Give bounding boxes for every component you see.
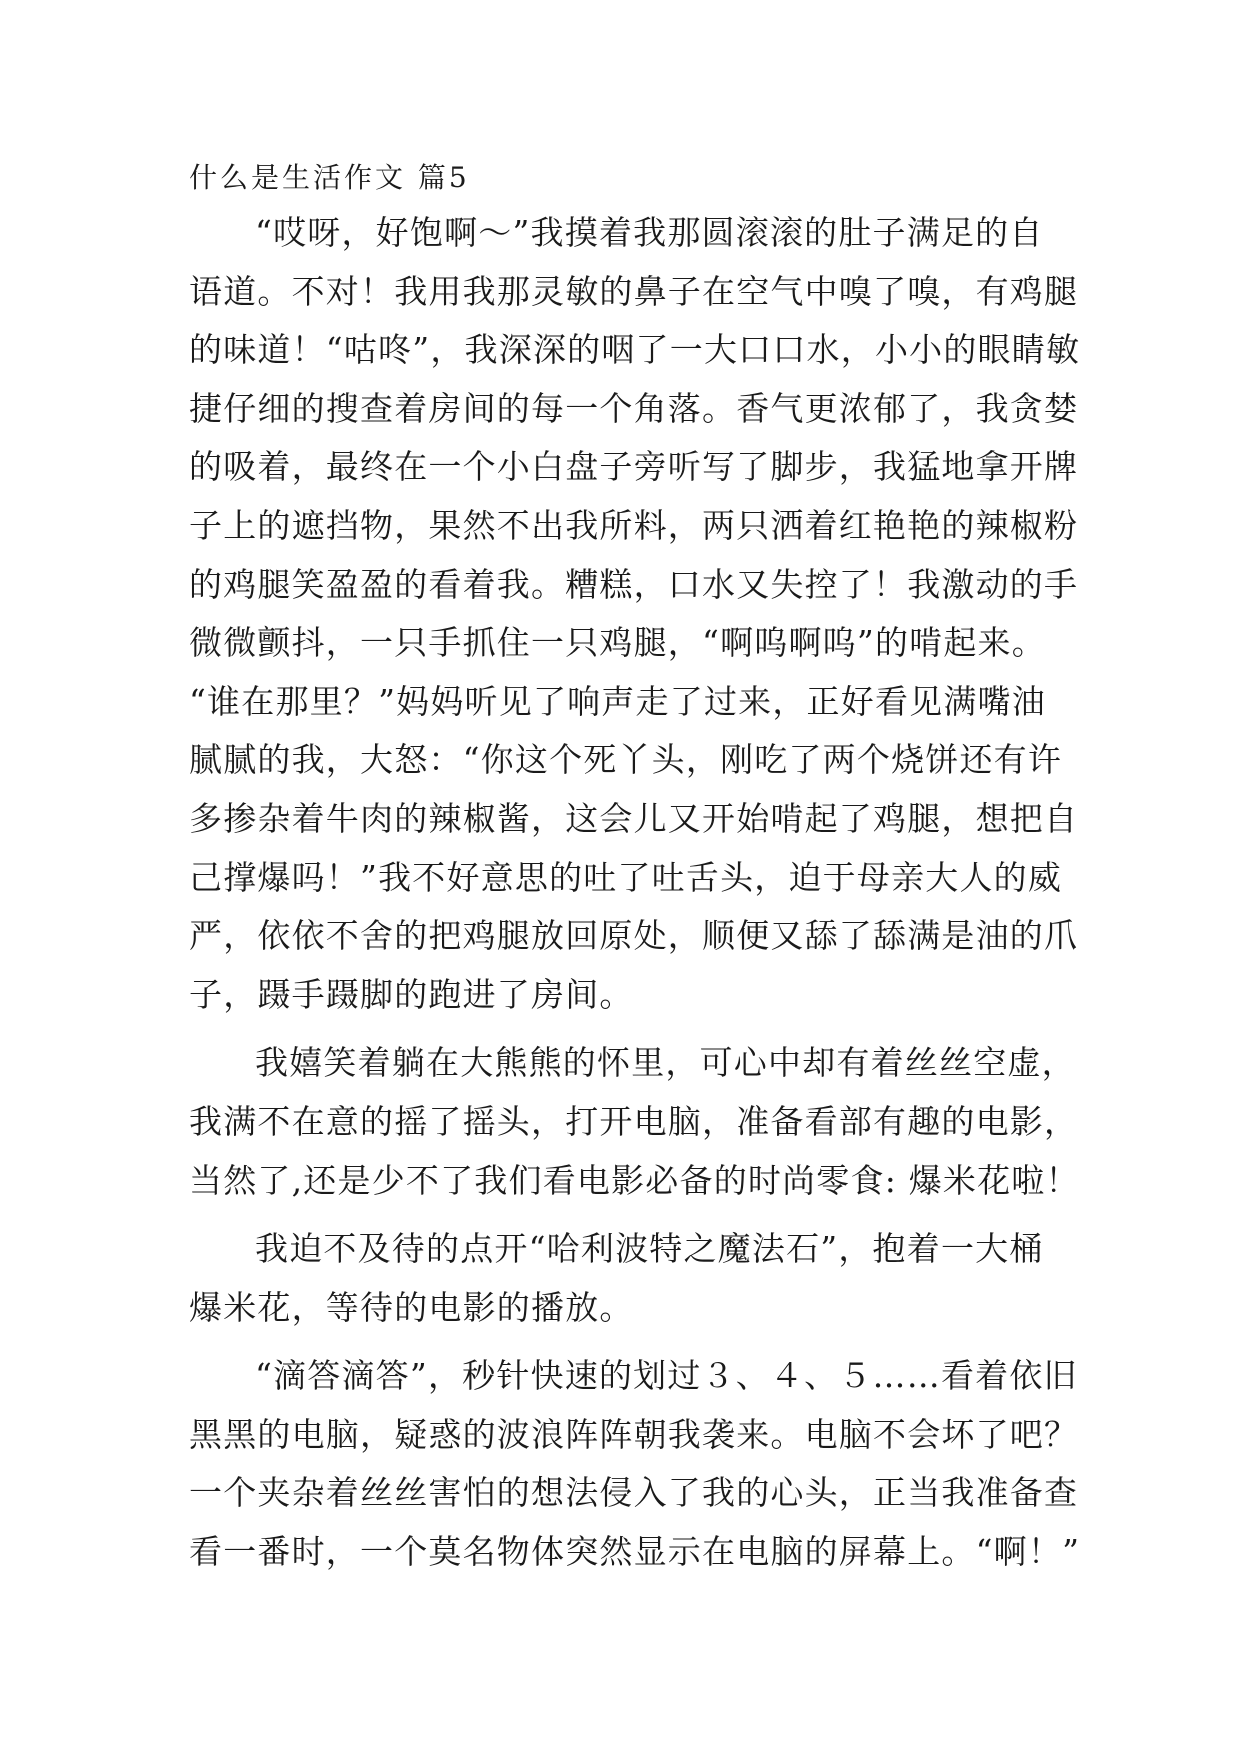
text-line: 语道。不对！我用我那灵敏的鼻子在空气中嗅了嗅，有鸡腿 [189, 271, 1079, 311]
text-line: 我嬉笑着躺在大熊熊的怀里，可心中却有着丝丝空虚， [255, 1043, 1076, 1083]
text-line: 子上的遮挡物，果然不出我所料，两只洒着红艳艳的辣椒粉 [189, 505, 1079, 545]
text-line: 看一番时，一个莫名物体突然显示在电脑的屏幕上。“啊！” [189, 1532, 1081, 1572]
text-line: 的鸡腿笑盈盈的看着我。糟糕，口水又失控了！我激动的手 [189, 564, 1079, 604]
text-line: 子，蹑手蹑脚的跑进了房间。 [189, 974, 634, 1014]
text-line: 当然了,还是少不了我们看电影必备的时尚零食: 爆米花啦！ [189, 1160, 1080, 1200]
document-title: 什么是生活作文 篇5 [189, 161, 470, 194]
paragraph-2 [189, 1034, 1080, 1210]
text-line: 捷仔细的搜查着房间的每一个角落。香气更浓郁了，我贪婪 [189, 388, 1079, 428]
paragraph-3 [189, 1220, 1069, 1337]
text-line: “谁在那里？”妈妈听见了响声走了过来，正好看见满嘴油 [189, 681, 1046, 721]
document-page [189, 160, 1081, 1582]
text-line: 一个夹杂着丝丝害怕的想法侵入了我的心头，正当我准备查 [189, 1473, 1079, 1513]
text-line: 腻腻的我，大怒：“你这个死丫头，刚吃了两个烧饼还有许 [189, 740, 1063, 780]
text-line: 微微颤抖，一只手抓住一只鸡腿，“啊呜啊呜”的啃起来。 [189, 623, 1046, 663]
text-line: 的吸着，最终在一个小白盘子旁听写了脚步，我猛地拿开牌 [189, 447, 1079, 487]
text-line: 的味道！“咕咚”，我深深的咽了一大口口水，小小的眼睛敏 [189, 330, 1081, 370]
text-line: 多掺杂着牛肉的辣椒酱，这会儿又开始啃起了鸡腿，想把自 [189, 798, 1079, 838]
paragraph-1 [189, 204, 1081, 1024]
text-line: “哎呀，好饱啊～”我摸着我那圆滚滚的肚子满足的自 [255, 213, 1044, 252]
text-line: 我迫不及待的点开“哈利波特之魔法石”，抱着一大桶 [255, 1229, 1044, 1269]
text-line: “滴答滴答”，秒针快速的划过３、４、５……看着依旧 [255, 1356, 1078, 1396]
paragraph-4 [189, 1347, 1081, 1581]
text-line: 爆米花，等待的电影的播放。 [189, 1287, 634, 1327]
text-line: 严，依依不舍的把鸡腿放回原处，顺便又舔了舔满是油的爪 [189, 916, 1079, 956]
text-line: 己撑爆吗！”我不好意思的吐了吐舌头，迫于母亲大人的威 [189, 857, 1063, 897]
text-line: 我满不在意的摇了摇头，打开电脑，准备看部有趣的电影， [189, 1101, 1079, 1141]
text-line: 黑黑的电脑，疑惑的波浪阵阵朝我袭来。电脑不会坏了吧？ [189, 1414, 1079, 1454]
